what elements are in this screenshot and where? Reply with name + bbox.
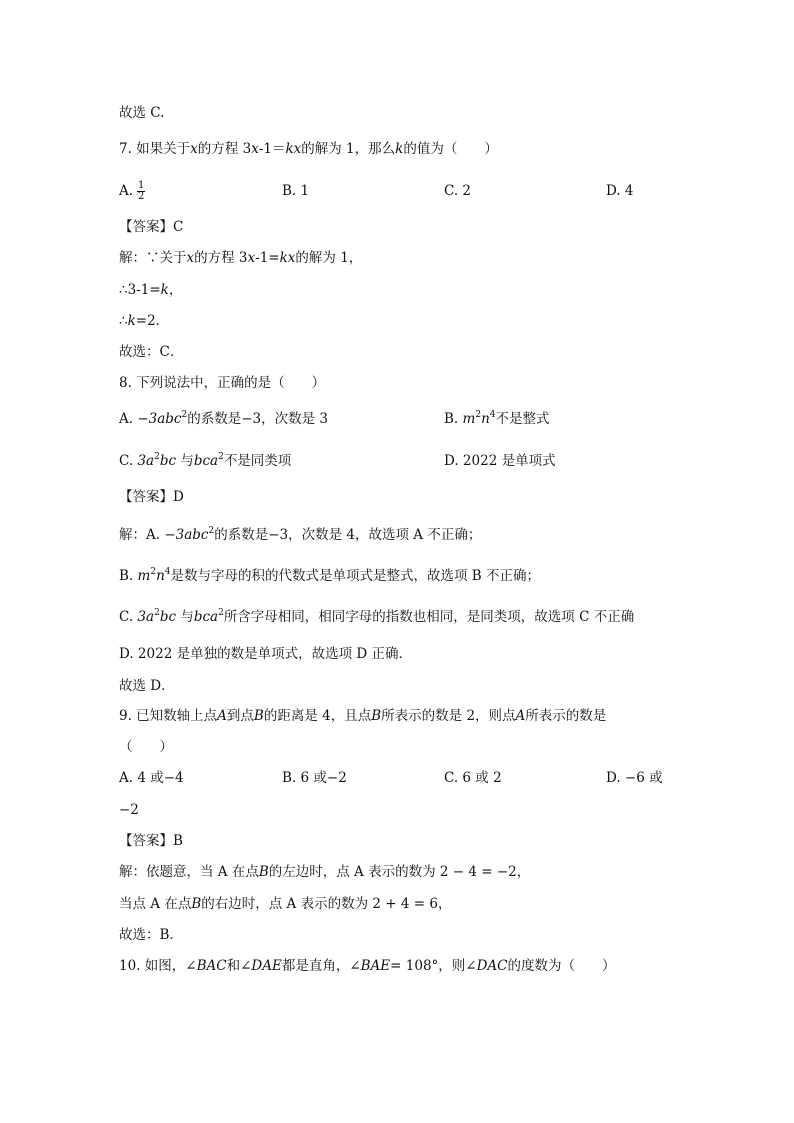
prev-conclusion: 故选 C.: [119, 105, 165, 121]
fraction-one-half: $\frac{1}{2}$: [138, 180, 145, 202]
question-9-conclusion: 故选：B．: [119, 927, 183, 943]
question-8-solution-c: C. $3a^2bc$ 与bca$^2$所含字母相同，相同字母的指数也相同，是同类项，故选项 C 不正确: [119, 608, 635, 625]
question-9-option-c: C. 6 或 2: [444, 770, 502, 786]
question-9-answer: 【答案】B: [119, 833, 183, 849]
question-8-option-c: C. $3a^2bc$ 与bca$^2$不是同类项: [119, 452, 292, 469]
question-8-option-d: D. 2022 是单项式: [444, 453, 556, 469]
question-8-conclusion: 故选 D．: [119, 678, 175, 694]
question-7-solution-line-2: ∴3-1=k，: [119, 282, 183, 298]
question-7-option-c: C. 2: [444, 183, 472, 199]
question-9-option-d-cont: −2: [119, 802, 139, 818]
question-9-solution-line-1: 解：依题意，当 A 在点B的左边时，点 A 表示的数为 2 − 4 = −2，: [119, 864, 531, 880]
question-8-solution-d: D. 2022 是单独的数是单项式，故选项 D 正确．: [119, 646, 412, 662]
question-7-conclusion: 故选：C．: [119, 344, 184, 360]
question-8-answer: 【答案】D: [119, 489, 184, 505]
question-7-stem: 7. 如果关于x的方程 3x-1＝kx的解为 1，那么k的值为（ ）: [119, 141, 498, 157]
question-9-option-a: A. 4 或−4: [119, 770, 184, 786]
question-8-solution-b: B. $m^2n^4$是数与字母的积的代数式是单项式是整式，故选项 B 不正确；: [119, 567, 541, 584]
question-7-answer: 【答案】C: [119, 219, 184, 235]
question-7-option-d: D. 4: [606, 183, 634, 199]
question-9-stem-paren: （ ）: [119, 739, 173, 755]
question-9-option-d: D. −6 或: [606, 770, 663, 786]
question-7-option-b: B. 1: [282, 183, 310, 199]
question-7-solution-line-3: ∴k=2．: [119, 313, 170, 329]
question-8-option-a: A. −3abc$^2$的系数是−3，次数是 3: [119, 410, 329, 427]
question-8-option-b: B. $m^2n^4$不是整式: [444, 410, 550, 427]
question-8-solution-a: 解：A. −3abc$^2$的系数是−3，次数是 4，故选项 A 不正确；: [119, 526, 482, 543]
question-7-solution-line-1: 解：∵关于x的方程 3x-1=kx的解为 1，: [119, 250, 363, 266]
question-8-stem: 8. 下列说法中，正确的是（ ）: [119, 375, 326, 391]
question-9-solution-line-2: 当点 A 在点B的右边时，点 A 表示的数为 2 + 4 = 6，: [119, 896, 452, 912]
question-7-option-a: A. $\frac{1}{2}$: [119, 180, 145, 202]
question-9-option-b: B. 6 或−2: [282, 770, 347, 786]
question-10-stem: 10. 如图，∠BAC和∠DAE都是直角，∠BAE= 108°，则∠DAC的度数为（ ）: [119, 958, 616, 974]
question-9-stem: 9. 已知数轴上点A到点B的距离是 4，且点B所表示的数是 2，则点A所表示的数是: [119, 708, 607, 724]
